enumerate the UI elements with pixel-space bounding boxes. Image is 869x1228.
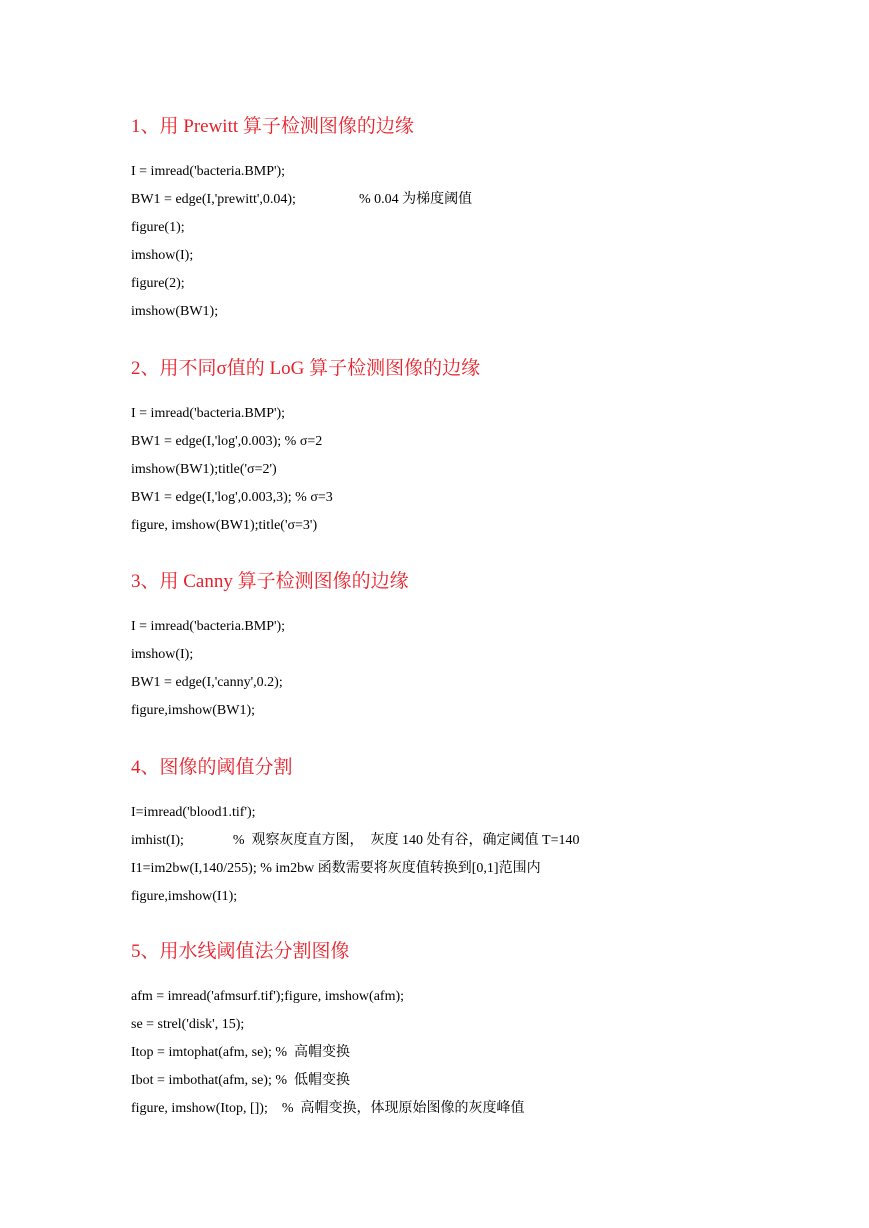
code-block	[131, 400, 831, 540]
section-heading: 1、用 Prewitt 算子检测图像的边缘	[131, 116, 414, 137]
code-line: I = imread('bacteria.BMP');	[131, 164, 286, 179]
section-heading: 2、用不同σ值的 LoG 算子检测图像的边缘	[131, 358, 481, 379]
code-line: figure, imshow(BW1);title('σ=3')	[131, 518, 318, 533]
code-line: BW1 = edge(I,'canny',0.2);	[131, 675, 283, 690]
code-line: figure(1);	[131, 220, 185, 235]
code-line: imshow(I);	[131, 647, 194, 662]
code-line: figure, imshow(Itop, []); % 高帽变换，体现原始图像的灰度峰值	[131, 1101, 525, 1116]
code-line: BW1 = edge(I,'log',0.003); % σ=2	[131, 434, 323, 449]
code-line: I=imread('blood1.tif');	[131, 805, 256, 820]
code-line: imhist(I); % 观察灰度直方图， 灰度 140 处有谷，确定阈值 T=140	[131, 833, 580, 848]
code-block	[131, 613, 831, 725]
section-heading: 4、图像的阈值分割	[131, 757, 293, 778]
code-block	[131, 983, 831, 1123]
section-threshold	[131, 756, 831, 911]
code-block	[131, 799, 831, 911]
section-heading: 3、用 Canny 算子检测图像的边缘	[131, 571, 409, 592]
code-line: figure(2);	[131, 276, 185, 291]
code-block	[131, 158, 831, 326]
code-line: I = imread('bacteria.BMP');	[131, 406, 286, 421]
code-line: BW1 = edge(I,'log',0.003,3); % σ=3	[131, 490, 333, 505]
code-line: figure,imshow(BW1);	[131, 703, 256, 718]
section-prewitt	[131, 115, 831, 326]
code-line: I1=im2bw(I,140/255); % im2bw 函数需要将灰度值转换到[0,1]范围内	[131, 861, 541, 876]
section-canny	[131, 570, 831, 725]
code-line: imshow(BW1);title('σ=2')	[131, 462, 277, 477]
code-line: I = imread('bacteria.BMP');	[131, 619, 286, 634]
code-line: imshow(I);	[131, 248, 194, 263]
code-line: Ibot = imbothat(afm, se); % 低帽变换	[131, 1073, 351, 1088]
code-line: Itop = imtophat(afm, se); % 高帽变换	[131, 1045, 351, 1060]
code-line: se = strel('disk', 15);	[131, 1017, 245, 1032]
code-line: BW1 = edge(I,'prewitt',0.04); % 0.04 为梯度阈值	[131, 192, 473, 207]
code-line: afm = imread('afmsurf.tif');figure, imshow(afm);	[131, 989, 405, 1004]
section-log	[131, 357, 831, 540]
section-heading: 5、用水线阈值法分割图像	[131, 941, 350, 962]
code-line: imshow(BW1);	[131, 304, 219, 319]
code-line: figure,imshow(I1);	[131, 889, 238, 904]
section-watershed	[131, 940, 831, 1123]
